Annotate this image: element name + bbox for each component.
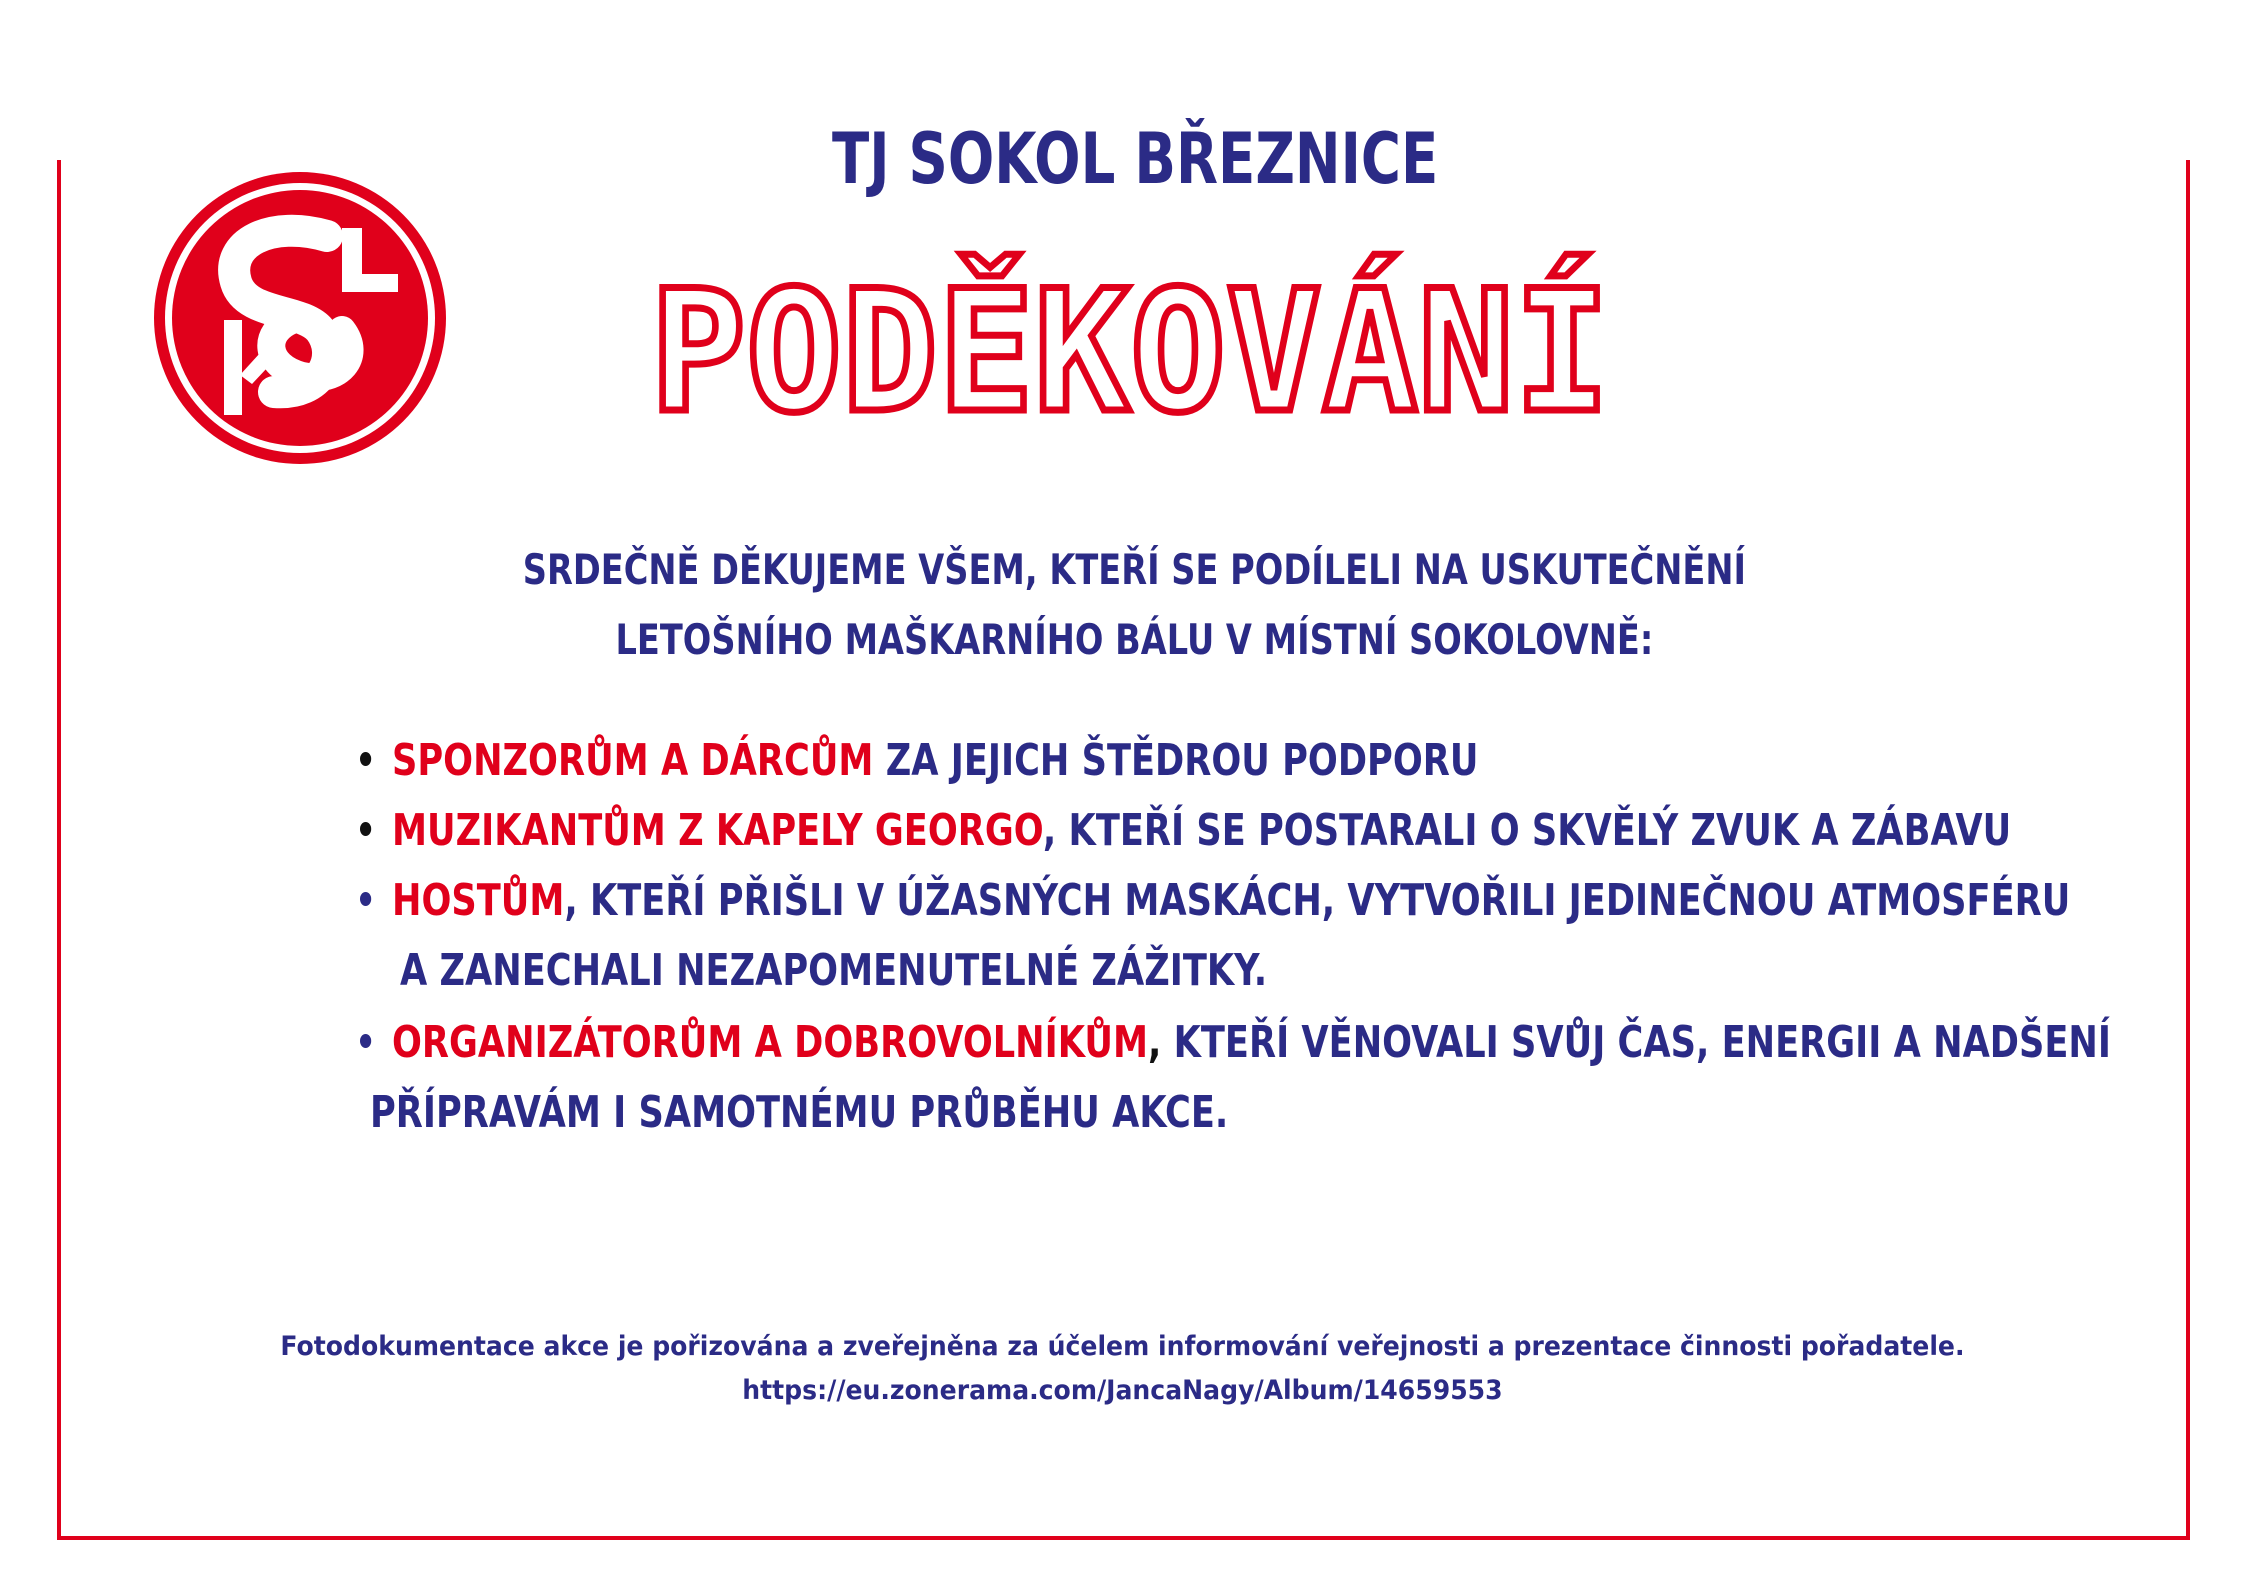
headline-graphic [645, 250, 1615, 430]
bullet-icon [360, 892, 371, 906]
list-item [360, 875, 2070, 926]
intro-line-2: LETOŠNÍHO MAŠKARNÍHO BÁLU V MÍSTNÍ SOKOLOVNĚ: [615, 615, 1654, 664]
headline-text: PODĚKOVÁNÍ [650, 254, 1610, 430]
bullet-icon [360, 752, 371, 766]
headline-container [645, 250, 1615, 430]
list-item [360, 805, 2011, 856]
footer-link[interactable]: https://eu.zonerama.com/JancaNagy/Album/14659553 [742, 1375, 1503, 1406]
list-item-continuation: A ZANECHALI NEZAPOMENUTELNÉ ZÁŽITKY. [400, 945, 1268, 996]
bullet-icon [360, 1034, 371, 1048]
list-item-highlight: ORGANIZÁTORŮM A DOBROVOLNÍKŮM [392, 1017, 1149, 1068]
intro-text [0, 535, 2245, 675]
club-name: TJ SOKOL BŘEZNICE [831, 118, 1439, 200]
list-item-text: , KTEŘÍ PŘIŠLI V ÚŽASNÝCH MASKÁCH, VYTVOŘILI JEDINEČNOU ATMOSFÉRU [564, 875, 2071, 926]
intro-line-1: SRDEČNĚ DĚKUJEME VŠEM, KTEŘÍ SE PODÍLELI NA USKUTEČNĚNÍ [522, 545, 1746, 594]
list-item-highlight: MUZIKANTŮM Z KAPELY GEORGO [392, 805, 1043, 856]
list-item-text: ZA JEJICH ŠTĚDROU PODPORU [873, 735, 1479, 786]
list-item-continuation: PŘÍPRAVÁM I SAMOTNÉMU PRŮBĚHU AKCE. [370, 1087, 1229, 1138]
list-item-text: , KTEŘÍ SE POSTARALI O SKVĚLÝ ZVUK A ZÁBAVU [1042, 805, 2012, 856]
list-item [360, 1017, 2111, 1068]
list-item-highlight: HOSTŮM [392, 875, 565, 926]
list-item-highlight: SPONZORŮM A DÁRCŮM [392, 735, 874, 786]
list-item-text: KTEŘÍ VĚNOVALI SVŮJ ČAS, ENERGII A NADŠENÍ [1161, 1017, 2111, 1068]
frame-bottom-border [57, 1536, 2190, 1540]
list-item-separator: , [1148, 1017, 1162, 1068]
footer-notice: Fotodokumentace akce je pořizována a zveřejněna za účelem informování veřejnosti a prezentace činnosti pořadatele. [280, 1331, 1965, 1362]
footer [0, 1325, 2245, 1413]
list-item [360, 735, 1478, 786]
sokol-logo-icon [152, 170, 448, 466]
bullet-icon [360, 822, 371, 836]
